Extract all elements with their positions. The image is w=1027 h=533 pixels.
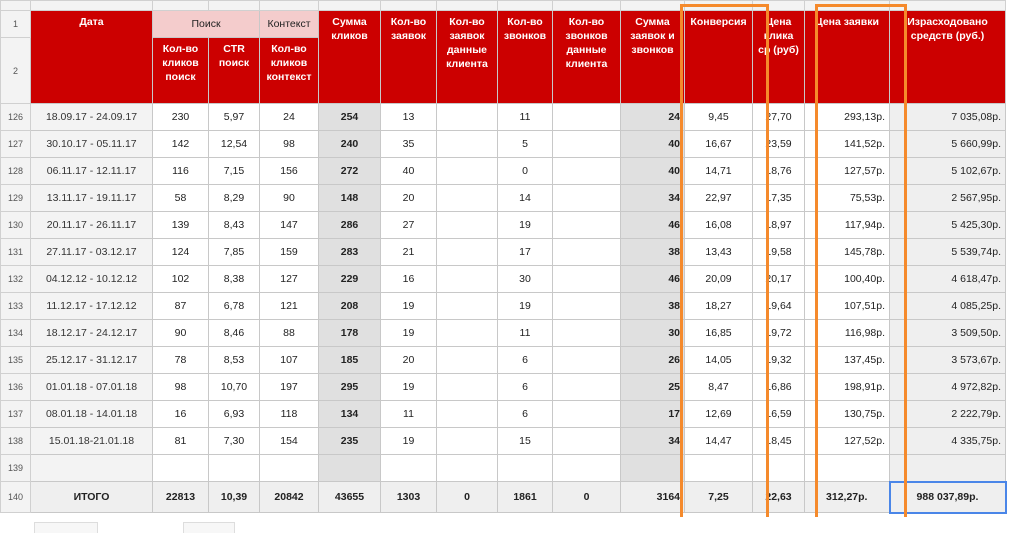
row-number[interactable]: 126 xyxy=(1,104,31,131)
cell[interactable] xyxy=(621,455,685,482)
table-row xyxy=(1,320,1006,347)
column-header[interactable] xyxy=(498,1,553,11)
cell-calls-client[interactable] xyxy=(553,131,621,158)
table-row xyxy=(1,104,1006,131)
total-requests-client[interactable]: 0 xyxy=(437,482,498,513)
cell-sum-requests-calls[interactable]: 26 xyxy=(621,347,685,374)
total-conversion[interactable]: 7,25 xyxy=(685,482,753,513)
cell-requests[interactable]: 35 xyxy=(381,131,437,158)
column-header[interactable] xyxy=(209,1,260,11)
header-requests[interactable]: Кол-во заявок xyxy=(381,11,437,104)
cell-request-price[interactable]: 198,91р. xyxy=(805,374,890,401)
row-number[interactable]: 140 xyxy=(1,482,31,513)
cell-spent[interactable]: 2 222,79р. xyxy=(890,401,1006,428)
cell-conversion[interactable]: 14,71 xyxy=(685,158,753,185)
cell[interactable] xyxy=(209,455,260,482)
row-number[interactable]: 131 xyxy=(1,239,31,266)
header-spent[interactable]: Израсходовано средств (руб.) xyxy=(890,11,1006,104)
cell-request-price[interactable]: 127,52р. xyxy=(805,428,890,455)
header-clicks-search[interactable]: Кол-во кликов поиск xyxy=(153,38,209,104)
cell-conversion[interactable]: 9,45 xyxy=(685,104,753,131)
cell-date[interactable]: 20.11.17 - 26.11.17 xyxy=(31,212,153,239)
select-all-corner[interactable] xyxy=(1,1,31,11)
cell-clicks-search[interactable]: 81 xyxy=(153,428,209,455)
column-header[interactable] xyxy=(437,1,498,11)
cell-clicks-search[interactable]: 230 xyxy=(153,104,209,131)
cell-sum-requests-calls[interactable]: 25 xyxy=(621,374,685,401)
column-header[interactable] xyxy=(685,1,753,11)
cell-clicks-context[interactable]: 121 xyxy=(260,293,319,320)
cell-spent[interactable]: 5 539,74р. xyxy=(890,239,1006,266)
cell-spent[interactable]: 4 618,47р. xyxy=(890,266,1006,293)
table-row xyxy=(1,158,1006,185)
total-calls-client[interactable]: 0 xyxy=(553,482,621,513)
cell-requests[interactable]: 27 xyxy=(381,212,437,239)
cell-calls-client[interactable] xyxy=(553,374,621,401)
cell-calls[interactable]: 11 xyxy=(498,320,553,347)
row-number[interactable]: 1 xyxy=(1,11,31,38)
cell-clicks-context[interactable]: 127 xyxy=(260,266,319,293)
group-context[interactable]: Контекст xyxy=(260,11,319,38)
cell-click-price[interactable]: 18,76 xyxy=(753,158,805,185)
cell-spent[interactable]: 2 567,95р. xyxy=(890,185,1006,212)
row-number[interactable]: 137 xyxy=(1,401,31,428)
column-header[interactable] xyxy=(805,1,890,11)
cell-calls-client[interactable] xyxy=(553,185,621,212)
table-row xyxy=(1,374,1006,401)
cell-clicks-search[interactable]: 16 xyxy=(153,401,209,428)
cell-request-price[interactable]: 141,52р. xyxy=(805,131,890,158)
cell-ctr-search[interactable]: 7,15 xyxy=(209,158,260,185)
cell-calls-client[interactable] xyxy=(553,266,621,293)
cell[interactable] xyxy=(805,455,890,482)
cell-conversion[interactable]: 14,05 xyxy=(685,347,753,374)
cell-requests[interactable]: 20 xyxy=(381,185,437,212)
row-number[interactable]: 134 xyxy=(1,320,31,347)
total-clicks-context[interactable]: 20842 xyxy=(260,482,319,513)
column-header[interactable] xyxy=(753,1,805,11)
cell-spent[interactable]: 3 573,67р. xyxy=(890,347,1006,374)
cell-sum-clicks[interactable]: 283 xyxy=(319,239,381,266)
cell-request-price[interactable]: 137,45р. xyxy=(805,347,890,374)
cell-clicks-search[interactable]: 116 xyxy=(153,158,209,185)
cell-sum-requests-calls[interactable]: 38 xyxy=(621,239,685,266)
cell-date[interactable]: 18.09.17 - 24.09.17 xyxy=(31,104,153,131)
cell-request-price[interactable]: 145,78р. xyxy=(805,239,890,266)
cell-sum-clicks[interactable]: 178 xyxy=(319,320,381,347)
table-row xyxy=(1,212,1006,239)
row-number[interactable]: 132 xyxy=(1,266,31,293)
cell-request-price[interactable]: 127,57р. xyxy=(805,158,890,185)
cell-conversion[interactable]: 20,09 xyxy=(685,266,753,293)
empty-row xyxy=(1,455,1006,482)
total-spent-selected-cell[interactable]: 988 037,89р. xyxy=(890,482,1006,513)
cell[interactable] xyxy=(381,455,437,482)
cell-sum-clicks[interactable]: 185 xyxy=(319,347,381,374)
cell-sum-clicks[interactable]: 295 xyxy=(319,374,381,401)
cell-date[interactable]: 06.11.17 - 12.11.17 xyxy=(31,158,153,185)
table-row xyxy=(1,266,1006,293)
cell-spent[interactable]: 4 335,75р. xyxy=(890,428,1006,455)
cell-sum-requests-calls[interactable]: 40 xyxy=(621,158,685,185)
cell-clicks-search[interactable]: 139 xyxy=(153,212,209,239)
row-number[interactable]: 128 xyxy=(1,158,31,185)
cell-date[interactable]: 13.11.17 - 19.11.17 xyxy=(31,185,153,212)
cell-calls[interactable]: 6 xyxy=(498,374,553,401)
cell-requests[interactable]: 19 xyxy=(381,320,437,347)
header-request-price[interactable]: Цена заявки xyxy=(805,11,890,104)
cell-ctr-search[interactable]: 5,97 xyxy=(209,104,260,131)
sheet-tab-bar xyxy=(0,517,1027,530)
total-request-price[interactable]: 312,27р. xyxy=(805,482,890,513)
cell-clicks-context[interactable]: 90 xyxy=(260,185,319,212)
cell-clicks-context[interactable]: 156 xyxy=(260,158,319,185)
row-number[interactable]: 133 xyxy=(1,293,31,320)
cell-calls[interactable]: 6 xyxy=(498,347,553,374)
table-row xyxy=(1,131,1006,158)
cell-conversion[interactable]: 16,08 xyxy=(685,212,753,239)
total-label[interactable]: ИТОГО xyxy=(31,482,153,513)
cell-requests[interactable]: 20 xyxy=(381,347,437,374)
cell-sum-requests-calls[interactable]: 46 xyxy=(621,266,685,293)
cell-requests-client[interactable] xyxy=(437,212,498,239)
row-number[interactable]: 129 xyxy=(1,185,31,212)
total-sum-clicks[interactable]: 43655 xyxy=(319,482,381,513)
table-row xyxy=(1,401,1006,428)
cell-click-price[interactable]: 18,97 xyxy=(753,212,805,239)
header-row-1 xyxy=(1,11,1006,38)
cell-date[interactable]: 11.12.17 - 17.12.12 xyxy=(31,293,153,320)
cell[interactable] xyxy=(153,455,209,482)
cell-clicks-search[interactable]: 102 xyxy=(153,266,209,293)
cell-request-price[interactable]: 116,98р. xyxy=(805,320,890,347)
cell-ctr-search[interactable]: 8,43 xyxy=(209,212,260,239)
column-header[interactable] xyxy=(153,1,209,11)
cell-request-price[interactable]: 117,94р. xyxy=(805,212,890,239)
cell-spent[interactable]: 5 660,99р. xyxy=(890,131,1006,158)
cell-sum-clicks[interactable]: 229 xyxy=(319,266,381,293)
cell-clicks-context[interactable]: 118 xyxy=(260,401,319,428)
cell-ctr-search[interactable]: 8,29 xyxy=(209,185,260,212)
cell-click-price[interactable]: 19,58 xyxy=(753,239,805,266)
cell-date[interactable]: 08.01.18 - 14.01.18 xyxy=(31,401,153,428)
cell-calls[interactable]: 5 xyxy=(498,131,553,158)
cell-requests-client[interactable] xyxy=(437,347,498,374)
cell-requests[interactable]: 13 xyxy=(381,104,437,131)
column-header[interactable] xyxy=(621,1,685,11)
cell-calls[interactable]: 30 xyxy=(498,266,553,293)
cell-sum-requests-calls[interactable]: 34 xyxy=(621,185,685,212)
cell-spent[interactable]: 3 509,50р. xyxy=(890,320,1006,347)
cell-click-price[interactable]: 18,45 xyxy=(753,428,805,455)
cell-clicks-search[interactable]: 58 xyxy=(153,185,209,212)
header-calls-client[interactable]: Кол-во звонков данные клиента xyxy=(553,11,621,104)
cell-spent[interactable]: 4 085,25р. xyxy=(890,293,1006,320)
total-ctr-search[interactable]: 10,39 xyxy=(209,482,260,513)
cell-requests[interactable]: 19 xyxy=(381,428,437,455)
cell-calls-client[interactable] xyxy=(553,320,621,347)
cell-conversion[interactable]: 18,27 xyxy=(685,293,753,320)
cell-clicks-context[interactable]: 24 xyxy=(260,104,319,131)
cell-click-price[interactable]: 19,32 xyxy=(753,347,805,374)
column-header[interactable] xyxy=(553,1,621,11)
cell-ctr-search[interactable]: 10,70 xyxy=(209,374,260,401)
cell-requests-client[interactable] xyxy=(437,185,498,212)
header-ctr-search[interactable]: CTR поиск xyxy=(209,38,260,104)
cell-sum-requests-calls[interactable]: 34 xyxy=(621,428,685,455)
cell-requests-client[interactable] xyxy=(437,239,498,266)
header-sum-requests-calls[interactable]: Сумма заявок и звонков xyxy=(621,11,685,104)
cell-ctr-search[interactable]: 7,30 xyxy=(209,428,260,455)
cell-date[interactable]: 27.11.17 - 03.12.17 xyxy=(31,239,153,266)
cell-calls[interactable]: 11 xyxy=(498,104,553,131)
cell-sum-clicks[interactable]: 240 xyxy=(319,131,381,158)
cell-click-price[interactable]: 16,86 xyxy=(753,374,805,401)
cell-ctr-search[interactable]: 6,93 xyxy=(209,401,260,428)
cell-requests-client[interactable] xyxy=(437,266,498,293)
cell-conversion[interactable]: 8,47 xyxy=(685,374,753,401)
row-number[interactable]: 2 xyxy=(1,38,31,104)
cell-conversion[interactable]: 12,69 xyxy=(685,401,753,428)
cell-clicks-context[interactable]: 197 xyxy=(260,374,319,401)
cell-requests-client[interactable] xyxy=(437,428,498,455)
cell-calls[interactable]: 19 xyxy=(498,293,553,320)
header-calls[interactable]: Кол-во звонков xyxy=(498,11,553,104)
header-conversion[interactable]: Конверсия xyxy=(685,11,753,104)
row-number[interactable]: 135 xyxy=(1,347,31,374)
cell-calls-client[interactable] xyxy=(553,428,621,455)
cell[interactable] xyxy=(260,455,319,482)
table-row xyxy=(1,428,1006,455)
cell-sum-requests-calls[interactable]: 38 xyxy=(621,293,685,320)
cell-requests-client[interactable] xyxy=(437,401,498,428)
cell-sum-requests-calls[interactable]: 46 xyxy=(621,212,685,239)
cell[interactable] xyxy=(498,455,553,482)
cell-sum-clicks[interactable]: 134 xyxy=(319,401,381,428)
cell-requests-client[interactable] xyxy=(437,293,498,320)
cell-clicks-context[interactable]: 147 xyxy=(260,212,319,239)
cell-sum-clicks[interactable]: 148 xyxy=(319,185,381,212)
cell-click-price[interactable]: 23,59 xyxy=(753,131,805,158)
cell-requests[interactable]: 21 xyxy=(381,239,437,266)
cell-conversion[interactable]: 16,67 xyxy=(685,131,753,158)
cell-ctr-search[interactable]: 6,78 xyxy=(209,293,260,320)
cell-clicks-search[interactable]: 90 xyxy=(153,320,209,347)
sheet-tab[interactable] xyxy=(34,522,98,533)
cell-spent[interactable]: 5 102,67р. xyxy=(890,158,1006,185)
cell-ctr-search[interactable]: 7,85 xyxy=(209,239,260,266)
cell-request-price[interactable]: 75,53р. xyxy=(805,185,890,212)
cell-requests[interactable]: 11 xyxy=(381,401,437,428)
cell-click-price[interactable]: 27,70 xyxy=(753,104,805,131)
row-number[interactable]: 130 xyxy=(1,212,31,239)
cell-click-price[interactable]: 17,35 xyxy=(753,185,805,212)
cell-calls-client[interactable] xyxy=(553,104,621,131)
cell-requests[interactable]: 19 xyxy=(381,374,437,401)
cell[interactable] xyxy=(437,455,498,482)
table-row xyxy=(1,347,1006,374)
cell[interactable] xyxy=(685,455,753,482)
row-number[interactable]: 136 xyxy=(1,374,31,401)
column-header[interactable] xyxy=(31,1,153,11)
cell-spent[interactable]: 5 425,30р. xyxy=(890,212,1006,239)
row-number[interactable]: 138 xyxy=(1,428,31,455)
cell-requests-client[interactable] xyxy=(437,320,498,347)
cell-requests[interactable]: 40 xyxy=(381,158,437,185)
column-header[interactable] xyxy=(260,1,319,11)
row-number[interactable]: 139 xyxy=(1,455,31,482)
cell-click-price[interactable]: 19,72 xyxy=(753,320,805,347)
cell-calls-client[interactable] xyxy=(553,293,621,320)
header-clicks-context[interactable]: Кол-во кликов контекст xyxy=(260,38,319,104)
cell-click-price[interactable]: 20,17 xyxy=(753,266,805,293)
cell-clicks-context[interactable]: 98 xyxy=(260,131,319,158)
cell-request-price[interactable]: 130,75р. xyxy=(805,401,890,428)
cell-requests-client[interactable] xyxy=(437,374,498,401)
cell-clicks-context[interactable]: 154 xyxy=(260,428,319,455)
cell-calls[interactable]: 19 xyxy=(498,212,553,239)
cell[interactable] xyxy=(553,455,621,482)
cell-date[interactable]: 18.12.17 - 24.12.17 xyxy=(31,320,153,347)
cell-conversion[interactable]: 22,97 xyxy=(685,185,753,212)
total-calls[interactable]: 1861 xyxy=(498,482,553,513)
cell-clicks-search[interactable]: 98 xyxy=(153,374,209,401)
cell-request-price[interactable]: 107,51р. xyxy=(805,293,890,320)
cell-sum-clicks[interactable]: 286 xyxy=(319,212,381,239)
cell-calls[interactable]: 14 xyxy=(498,185,553,212)
cell-ctr-search[interactable]: 8,46 xyxy=(209,320,260,347)
table-row xyxy=(1,239,1006,266)
row-number[interactable]: 127 xyxy=(1,131,31,158)
cell-spent[interactable]: 4 972,82р. xyxy=(890,374,1006,401)
header-click-price[interactable]: Цена клика ср (руб) xyxy=(753,11,805,104)
table-row xyxy=(1,293,1006,320)
cell-date[interactable]: 30.10.17 - 05.11.17 xyxy=(31,131,153,158)
cell-sum-clicks[interactable]: 208 xyxy=(319,293,381,320)
column-header[interactable] xyxy=(890,1,1006,11)
sheet-tab[interactable] xyxy=(183,522,235,533)
column-header[interactable] xyxy=(319,1,381,11)
cell[interactable] xyxy=(890,455,1006,482)
total-sum-requests-calls[interactable]: 3164 xyxy=(621,482,685,513)
cell-ctr-search[interactable]: 8,53 xyxy=(209,347,260,374)
cell-clicks-search[interactable]: 78 xyxy=(153,347,209,374)
cell-ctr-search[interactable]: 12,54 xyxy=(209,131,260,158)
cell-request-price[interactable]: 293,13р. xyxy=(805,104,890,131)
cell[interactable] xyxy=(31,455,153,482)
cell[interactable] xyxy=(319,455,381,482)
cell-clicks-context[interactable]: 159 xyxy=(260,239,319,266)
cell-requests[interactable]: 19 xyxy=(381,293,437,320)
cell-clicks-context[interactable]: 107 xyxy=(260,347,319,374)
cell-sum-requests-calls[interactable]: 17 xyxy=(621,401,685,428)
cell-calls[interactable]: 6 xyxy=(498,401,553,428)
cell-date[interactable]: 25.12.17 - 31.12.17 xyxy=(31,347,153,374)
cell-conversion[interactable]: 13,43 xyxy=(685,239,753,266)
total-requests[interactable]: 1303 xyxy=(381,482,437,513)
cell-date[interactable]: 04.12.12 - 10.12.12 xyxy=(31,266,153,293)
total-clicks-search[interactable]: 22813 xyxy=(153,482,209,513)
cell-requests-client[interactable] xyxy=(437,104,498,131)
cell-click-price[interactable]: 19,64 xyxy=(753,293,805,320)
column-header[interactable] xyxy=(381,1,437,11)
total-click-price[interactable]: 22,63 xyxy=(753,482,805,513)
cell-conversion[interactable]: 14,47 xyxy=(685,428,753,455)
table-row xyxy=(1,185,1006,212)
cell-clicks-search[interactable]: 87 xyxy=(153,293,209,320)
cell-click-price[interactable]: 16,59 xyxy=(753,401,805,428)
cell-sum-clicks[interactable]: 272 xyxy=(319,158,381,185)
cell-requests-client[interactable] xyxy=(437,158,498,185)
cell-clicks-search[interactable]: 142 xyxy=(153,131,209,158)
cell-sum-requests-calls[interactable]: 30 xyxy=(621,320,685,347)
cell-calls[interactable]: 15 xyxy=(498,428,553,455)
total-row xyxy=(1,482,1006,513)
cell-sum-requests-calls[interactable]: 40 xyxy=(621,131,685,158)
cell-sum-requests-calls[interactable]: 24 xyxy=(621,104,685,131)
cell[interactable] xyxy=(753,455,805,482)
cell-calls-client[interactable] xyxy=(553,158,621,185)
cell-request-price[interactable]: 100,40р. xyxy=(805,266,890,293)
cell-requests-client[interactable] xyxy=(437,131,498,158)
cell-calls-client[interactable] xyxy=(553,212,621,239)
cell-calls[interactable]: 0 xyxy=(498,158,553,185)
group-search[interactable]: Поиск xyxy=(153,11,260,38)
cell-calls-client[interactable] xyxy=(553,239,621,266)
cell-calls-client[interactable] xyxy=(553,347,621,374)
cell-requests[interactable]: 16 xyxy=(381,266,437,293)
column-header-row xyxy=(1,1,1006,11)
cell-clicks-context[interactable]: 88 xyxy=(260,320,319,347)
cell-sum-clicks[interactable]: 254 xyxy=(319,104,381,131)
cell-ctr-search[interactable]: 8,38 xyxy=(209,266,260,293)
cell-sum-clicks[interactable]: 235 xyxy=(319,428,381,455)
cell-spent[interactable]: 7 035,08р. xyxy=(890,104,1006,131)
cell-clicks-search[interactable]: 124 xyxy=(153,239,209,266)
header-requests-client[interactable]: Кол-во заявок данные клиента xyxy=(437,11,498,104)
cell-calls[interactable]: 17 xyxy=(498,239,553,266)
cell-date[interactable]: 15.01.18-21.01.18 xyxy=(31,428,153,455)
header-date[interactable]: Дата xyxy=(31,11,153,104)
cell-conversion[interactable]: 16,85 xyxy=(685,320,753,347)
header-sum-clicks[interactable]: Сумма кликов xyxy=(319,11,381,104)
cell-calls-client[interactable] xyxy=(553,401,621,428)
cell-date[interactable]: 01.01.18 - 07.01.18 xyxy=(31,374,153,401)
